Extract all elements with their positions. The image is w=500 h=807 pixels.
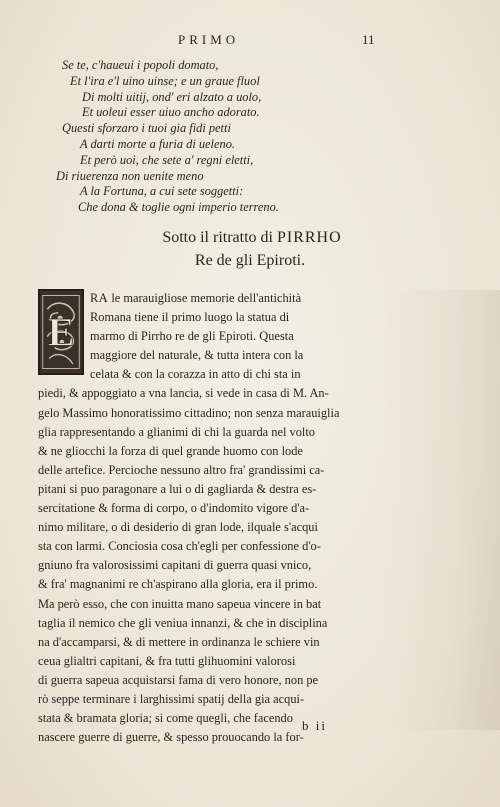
body-line: piedi, & appoggiato a vna lancia, si vede in casa di M. An- xyxy=(38,386,329,401)
page-shadow xyxy=(380,290,500,730)
poem-line: Se te, c'haueui i popoli domato, xyxy=(62,58,219,72)
poem-line: Et uoleui esser uiuo ancho adorato. xyxy=(82,105,260,120)
body-line: nascere guerre di guerre, & spesso prouocando la for- xyxy=(38,730,304,745)
poem-line: Questi sforzaro i tuoi gia fidi petti xyxy=(62,121,231,136)
poem-line: Et però uoi, che sete a' regni eletti, xyxy=(80,152,254,167)
body-line-text: le marauigliose memorie dell'antichità xyxy=(111,291,302,305)
gathering-signature: b ii xyxy=(302,718,327,733)
heading-line-1 xyxy=(4,226,500,249)
page-number: 11 xyxy=(362,32,375,47)
body-line: delle artefice. Percioche nessuno altro fra' grandissimi ca- xyxy=(38,462,325,477)
body-line: na d'accamparsi, & di mettere in ordinanza le schiere vin xyxy=(38,634,320,649)
body-line: Ma però esso, che con inuitta mano sapeua vincere in bat xyxy=(38,596,322,611)
initial-letter: E xyxy=(47,309,75,355)
body-line: gniuno fra valorosissimi capitani di guerra quasi vnico, xyxy=(38,558,312,573)
poem-line: Che dona & toglie ogni imperio terreno. xyxy=(78,200,279,215)
body-line: taglia il nemico che gli veniua innanzi, & che in disciplina xyxy=(38,615,328,630)
first-word: RA xyxy=(90,291,109,305)
running-title: PRIMO xyxy=(178,32,240,47)
heading-name: PIRRHO xyxy=(276,229,342,246)
section-heading xyxy=(0,226,500,272)
body-line: nimo militare, o di desiderio di gran lode, ilquale s'acqui xyxy=(38,520,318,535)
poem-stanza xyxy=(56,58,386,216)
body-line: rò seppe terminare i larghissimi spatij della gia acqui- xyxy=(38,691,305,706)
body-line: sta con larmi. Conciosia cosa ch'egli per confessione d'o- xyxy=(38,539,321,554)
body-line: & ne gliocchi la forza di quel grande huomo con lode xyxy=(38,443,303,458)
poem-line: A la Fortuna, a cui sete soggetti: xyxy=(80,184,244,199)
poem-line: Di riuerenza non uenite meno xyxy=(56,168,204,183)
body-line: maggiore del naturale, & tutta intera con la xyxy=(90,348,304,363)
body-paragraph xyxy=(38,289,374,747)
body-line: marmo di Pirrho re de gli Epiroti. Questa xyxy=(90,329,294,344)
body-line: stata & bramata gloria; si come quegli, che facendo xyxy=(38,711,293,726)
body-line: gelo Massimo honoratissimo cittadino; non senza marauiglia xyxy=(38,405,340,420)
body-line: celata & con la corazza in atto di chi sta in xyxy=(90,367,301,382)
heading-prefix: Sotto il ritratto di xyxy=(162,229,273,246)
body-line: pitani si puo paragonare a lui o di gagliarda & destra es- xyxy=(38,481,317,496)
heading-line-2: Re de gli Epiroti. xyxy=(194,252,306,269)
body-line: sercitatione & forma di corpo, o d'indomito vigore d'a- xyxy=(38,501,310,516)
poem-line: Et l'ira e'l uino uinse; e un graue fluol xyxy=(70,73,260,88)
body-line: & fra' magnanimi re ch'aspirano alla gloria, era il primo. xyxy=(38,577,318,592)
running-head xyxy=(0,32,500,52)
body-line xyxy=(38,289,374,308)
body-line: glia rappresentando a glianimi di chi la guarda nel volto xyxy=(38,424,315,439)
poem-line: A darti morte a furia di ueleno. xyxy=(80,136,235,151)
poem-line: Di molti uitij, ond' eri alzato a uolo, xyxy=(82,89,262,104)
body-line: ceua glialtri capitani, & fra tutti glihuomini valorosi xyxy=(38,653,296,668)
body-line: di guerra sapeua acquistarsi fama di vero honore, non pe xyxy=(38,672,319,687)
body-line: Romana tiene il primo luogo la statua di xyxy=(90,310,290,325)
